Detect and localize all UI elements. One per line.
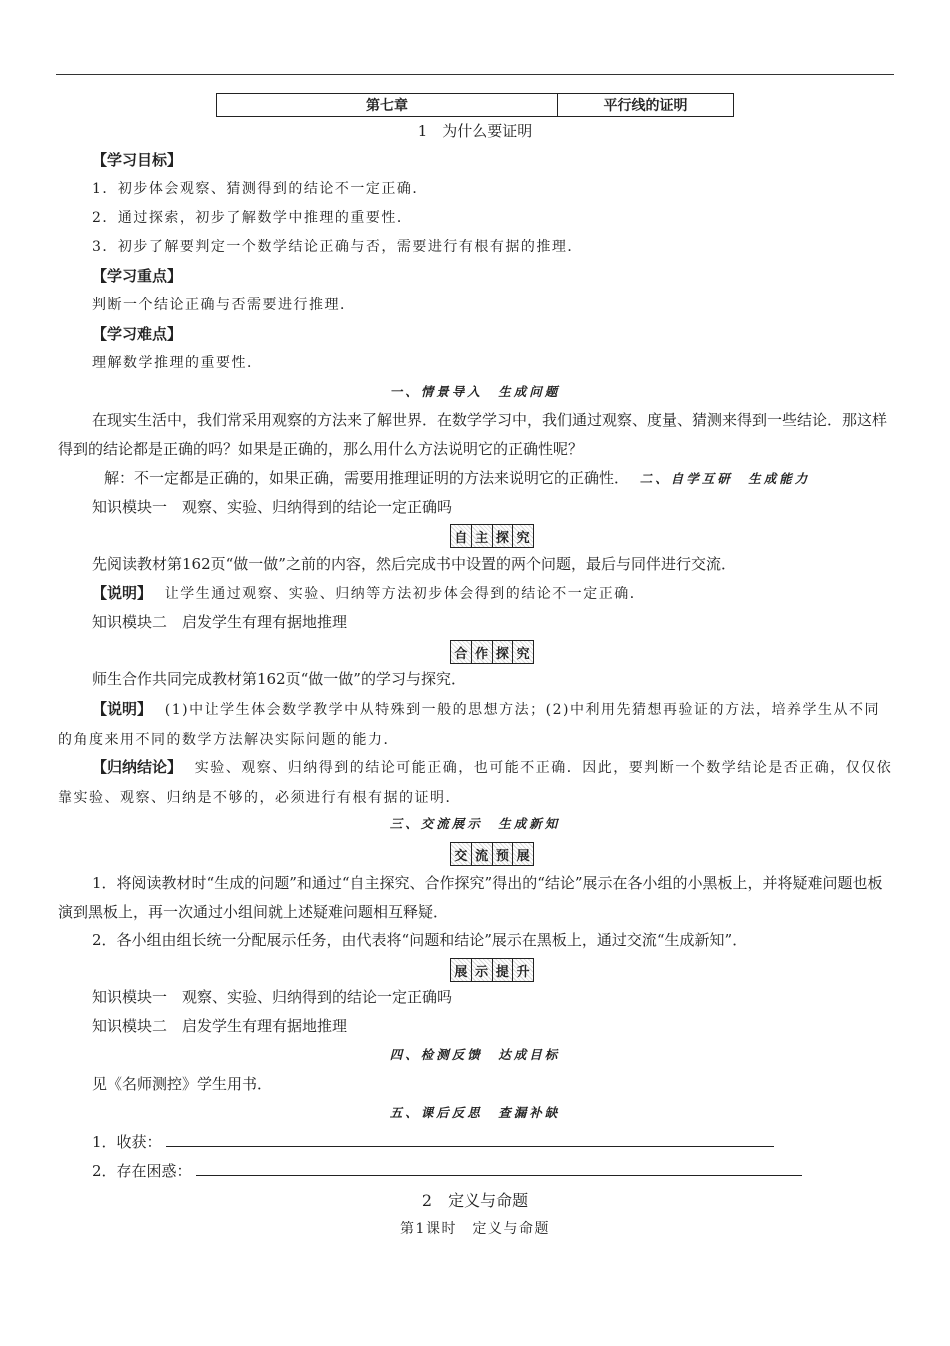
goal-1: 1．初步体会观察、猜测得到的结论不一定正确． bbox=[92, 181, 428, 197]
conclusion-label: 【归纳结论】 bbox=[92, 758, 183, 776]
goal-2: 2．通过探索，初步了解数学中推理的重要性． bbox=[92, 210, 413, 226]
section1-heading: 一、情景导入 生成问题 bbox=[389, 384, 561, 399]
stamp-char: 主 bbox=[472, 525, 493, 547]
gain-label: 1．收获： bbox=[92, 1133, 162, 1151]
chapter-header bbox=[216, 93, 734, 117]
lesson2-title: 2 定义与命题 bbox=[421, 1191, 529, 1210]
stamp-char: 究 bbox=[513, 641, 533, 663]
section1-answer bbox=[104, 467, 810, 490]
stamp-char: 探 bbox=[493, 525, 514, 547]
stamp-char: 探 bbox=[493, 641, 514, 663]
module2-text: 师生合作共同完成教材第162页“做一做”的学习与探究． bbox=[92, 670, 466, 688]
module1-title: 知识模块一 观察、实验、归纳得到的结论一定正确吗 bbox=[92, 498, 453, 516]
stamp-char: 展 bbox=[513, 843, 533, 865]
stamp-char: 流 bbox=[472, 843, 493, 865]
lesson2-subtitle: 第1课时 定义与命题 bbox=[400, 1221, 550, 1237]
stamp-char: 自 bbox=[451, 525, 472, 547]
confusion-line bbox=[92, 1160, 802, 1182]
focus-text: 判断一个结论正确与否需要进行推理． bbox=[92, 297, 356, 313]
note-label: 【说明】 bbox=[92, 584, 153, 602]
section3-paragraph-2: 2．各小组由组长统一分配展示任务，由代表将“问题和结论”展示在黑板上，通过交流“生成新知”． bbox=[92, 931, 748, 949]
conclusion-paragraph bbox=[58, 753, 894, 813]
stamp-char: 交 bbox=[451, 843, 472, 865]
focus-heading: 【学习重点】 bbox=[92, 267, 183, 285]
section3-paragraph-1: 1．将阅读教材时“生成的问题”和通过“自主探究、合作探究”得出的“结论”展示在各小组的小黑板上，并将疑难问题也板演到黑板上，再一次通过小组间就上述疑难问题相互释疑． bbox=[58, 874, 883, 921]
section1-paragraph: 在现实生活中，我们常采用观察的方法来了解世界．在数学学习中，我们通过观察、度量、猜测来得到一些结论．那这样得到的结论都是正确的吗？如果是正确的，那么用什么方法说明它的正确性呢？ bbox=[58, 411, 888, 458]
confusion-label: 2．存在困惑： bbox=[92, 1162, 192, 1180]
stamp-char: 升 bbox=[513, 959, 533, 981]
stamp-char: 究 bbox=[513, 525, 533, 547]
confusion-blank[interactable] bbox=[196, 1161, 802, 1176]
note-label: 【说明】 bbox=[92, 700, 153, 718]
goals-heading: 【学习目标】 bbox=[92, 151, 183, 169]
module1-note bbox=[92, 582, 645, 605]
difficulty-heading: 【学习难点】 bbox=[92, 325, 183, 343]
showcase-module-1: 知识模块一 观察、实验、归纳得到的结论一定正确吗 bbox=[92, 988, 453, 1006]
chapter-number: 第七章 bbox=[217, 94, 558, 116]
note-text: (1)中让学生体会数学教学中从特殊到一般的思想方法；(2)中利用先猜想再验证的方法，培养学生从不同的角度来用不同的数学方法解决实际问题的能力． bbox=[58, 702, 880, 748]
stamp-char: 合 bbox=[451, 641, 472, 663]
section4-heading: 四、检测反馈 达成目标 bbox=[389, 1047, 561, 1062]
gain-line bbox=[92, 1131, 774, 1153]
stamp-exchange bbox=[450, 842, 534, 866]
header-rule bbox=[56, 74, 894, 75]
chapter-title: 平行线的证明 bbox=[603, 98, 688, 114]
stamp-char: 展 bbox=[451, 959, 472, 981]
stamp-char: 示 bbox=[472, 959, 493, 981]
difficulty-text: 理解数学推理的重要性． bbox=[92, 355, 263, 371]
answer-text: 解：不一定都是正确的，如果正确，需要用推理证明的方法来说明它的正确性． bbox=[104, 469, 630, 487]
stamp-self-study bbox=[450, 524, 534, 548]
module2-note bbox=[58, 695, 894, 755]
note-text: 让学生通过观察、实验、归纳等方法初步体会得到的结论不一定正确． bbox=[164, 586, 646, 602]
section5-heading: 五、课后反思 查漏补缺 bbox=[389, 1105, 561, 1120]
lesson1-title: 1 为什么要证明 bbox=[417, 122, 533, 140]
stamp-cooperation bbox=[450, 640, 534, 664]
stamp-char: 作 bbox=[472, 641, 493, 663]
stamp-char: 预 bbox=[493, 843, 514, 865]
showcase-module-2: 知识模块二 启发学生有理有据地推理 bbox=[92, 1017, 348, 1035]
section4-text: 见《名师测控》学生用书． bbox=[92, 1075, 273, 1093]
conclusion-text: 实验、观察、归纳得到的结论可能正确，也可能不正确．因此，要判断一个数学结论是否正确，仅仅依靠实验、观察、归纳是不够的，必须进行有根有据的证明． bbox=[58, 760, 893, 806]
stamp-showcase bbox=[450, 958, 534, 982]
gain-blank[interactable] bbox=[166, 1132, 774, 1147]
section3-heading: 三、交流展示 生成新知 bbox=[389, 816, 561, 831]
stamp-char: 提 bbox=[493, 959, 514, 981]
module2-title: 知识模块二 启发学生有理有据地推理 bbox=[92, 613, 348, 631]
section2-heading: 二、自学互研 生成能力 bbox=[639, 471, 811, 486]
module1-text: 先阅读教材第162页“做一做”之前的内容，然后完成书中设置的两个问题，最后与同伴进行交流． bbox=[92, 555, 736, 573]
goal-3: 3．初步了解要判定一个数学结论正确与否，需要进行有根有据的推理． bbox=[92, 239, 583, 255]
